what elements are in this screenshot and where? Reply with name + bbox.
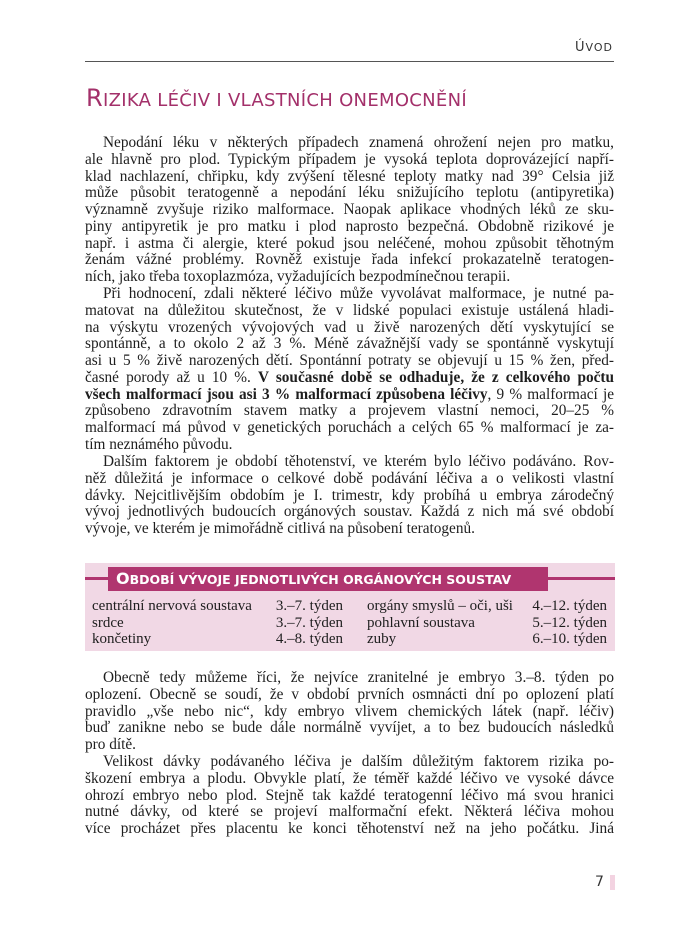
text-line: matovat na důležitou skutečnost, že v lidské populaci existuje ustálená hladi- — [85, 301, 614, 319]
text-line: Nepodání léku v některých případech znamená ohrožení nejen pro matku, — [103, 134, 614, 151]
paragraph-3 — [85, 454, 614, 538]
text-line: dávky. Nejcitlivějším obdobím je I. trimestr, kdy probíhá u embrya zárodečný — [85, 486, 614, 504]
table-row — [92, 615, 607, 632]
box-title — [108, 567, 548, 591]
text-line: klad nachlazení, chřipku, kdy zvýšení tělesné teploty matky nad 39° Celsia již — [85, 167, 614, 185]
bold-text: V současné době se odhaduje, že z celkového počtu — [257, 368, 615, 386]
paragraph-4 — [85, 670, 614, 754]
text-line: asi u 5 % živě narozených dětí. Spontánní potraty se objevují u 15 % žen, před- — [85, 352, 614, 369]
text-line: např. i astma či alergie, které pokud jsou neléčené, mohou způsobit těhotným — [85, 234, 614, 252]
organ-name: orgány smyslů – oči, uši — [367, 598, 513, 614]
header-rule — [85, 61, 614, 62]
text-line — [85, 370, 614, 387]
page-marker — [610, 875, 615, 890]
organ-name: končetiny — [92, 631, 152, 647]
organ-table — [92, 598, 607, 648]
table-row — [92, 598, 607, 615]
text-line: pravidlo „vše nebo nic“, kdy embryo vlivem chemických látek (např. léčiv) — [85, 702, 614, 720]
organ-period: 4.–12. týden — [532, 598, 607, 614]
paragraph-5 — [85, 754, 614, 838]
organ-period: 3.–7. týden — [275, 614, 343, 631]
text-line: Obecně tedy můžeme říci, že nejvíce zranitelné je embryo 3.–8. týden po — [103, 669, 614, 686]
text-line: malformací má původ v genetických poruchách a celých 65 % malformací je za- — [85, 419, 614, 436]
text-line: vývoj jednotlivých budoucích orgánových soustav. Každá z nich má své období — [85, 503, 614, 521]
paragraph-2 — [85, 286, 614, 454]
box-title-initial: O — [116, 569, 130, 588]
paragraph-1 — [85, 135, 614, 286]
text-line: škození embrya a plodu. Obvykle platí, že téměř každé léčivo ve vysoké dávce — [85, 769, 614, 787]
text-line: více procházet přes placentu ke konci těhotenství než na jeho počátku. Jiná — [85, 820, 614, 837]
bold-text: všech malformací jsou asi 3 % malformací způsobena léčivy — [85, 385, 488, 403]
text-line: piny antipyretik je pro matku i plod naprosto bezpečná. Obdobně rizikové je — [85, 217, 614, 235]
organ-period: 6.–10. týden — [532, 631, 607, 647]
running-head — [575, 40, 613, 55]
organ-development-box — [85, 563, 615, 651]
organ-name: srdce — [92, 614, 124, 631]
text-line: ale hlavně pro plod. Typickým případem je vysoká teplota doprovázející napří- — [85, 150, 614, 168]
organ-period: 5.–12. týden — [532, 614, 607, 631]
text-span: časné porody až u 10 %. — [85, 368, 258, 386]
text-line: významně zvyšuje riziko malformace. Naopak aplikace vhodných léků ze sku- — [85, 201, 614, 218]
text-line — [85, 387, 614, 404]
organ-period: 3.–7. týden — [275, 598, 343, 614]
text-line: pro dítě. — [85, 736, 136, 753]
text-line: vývoje, ve kterém je mimořádně citlivá na působení teratogenů. — [85, 520, 475, 537]
box-title-rest: BDOBÍ VÝVOJE JEDNOTLIVÝCH ORGÁNOVÝCH SOUSTAV — [129, 572, 512, 587]
text-line: Velikost dávky podávaného léčiva je dalším důležitým faktorem rizika po- — [103, 753, 614, 770]
text-line: může působit teratogenně a nepodání léku snižujícího teplotu (antipyretika) — [85, 184, 614, 202]
running-head-initial: Ú — [575, 40, 586, 55]
text-line: na výskytu vrozených vývojových vad u živě narozených dětí vyskytující se — [85, 318, 614, 336]
text-line: Při hodnocení, zdali některé léčivo může vyvolávat malformace, je nutné pa- — [103, 285, 614, 302]
text-line: tím neznámého původu. — [85, 435, 233, 453]
organ-period: 4.–8. týden — [275, 631, 343, 647]
organ-name: pohlavní soustava — [367, 614, 475, 631]
text-line: Dalším faktorem je období těhotenství, ve kterém bylo léčivo podáváno. Rov- — [103, 453, 614, 470]
running-head-rest: VOD — [585, 41, 613, 54]
text-line: oplození. Obecně se soudí, že v období prvních osmnácti dní po oplození platí — [85, 685, 614, 703]
text-line: buď zanikne nebo se bude dále normálně vyvíjet, a to bez budoucích následků — [85, 719, 614, 737]
text-span: , 9 % malformací je — [487, 385, 614, 403]
text-line: něž důležitá je informace o celkové době podávání léčiva a o velikosti vlastní — [85, 469, 614, 487]
text-line: způsobeno zdravotním stavem matky a projevem vlastní nemoci, 20–25 % — [85, 402, 614, 420]
text-line: spontánně, a to okolo 2 až 3 %. Méně závažnější vady se spontánně vyskytují — [85, 335, 614, 353]
organ-name: centrální nervová soustava — [92, 598, 252, 614]
page-number: 7 — [595, 874, 604, 890]
text-line: ních, jako třeba toxoplazmóza, vyžadujících bezpodmínečnou terapii. — [85, 268, 511, 285]
title-initial: R — [86, 84, 103, 112]
text-line: ohrozí embryo nebo plod. Stejně tak každé teratogenní léčivo má svou hranici — [85, 786, 614, 804]
organ-name: zuby — [367, 631, 397, 647]
text-line: nutné dávky, od které se projeví malformační efekt. Některá léčiva mohou — [85, 803, 614, 821]
text-line: ženám vážné problémy. Rovněž existuje řada infekcí prokazatelně teratogen- — [85, 251, 614, 269]
section-title — [86, 84, 467, 112]
table-row — [92, 631, 607, 648]
title-rest: IZIKA LÉČIV I VLASTNÍCH ONEMOCNĚNÍ — [102, 90, 467, 111]
